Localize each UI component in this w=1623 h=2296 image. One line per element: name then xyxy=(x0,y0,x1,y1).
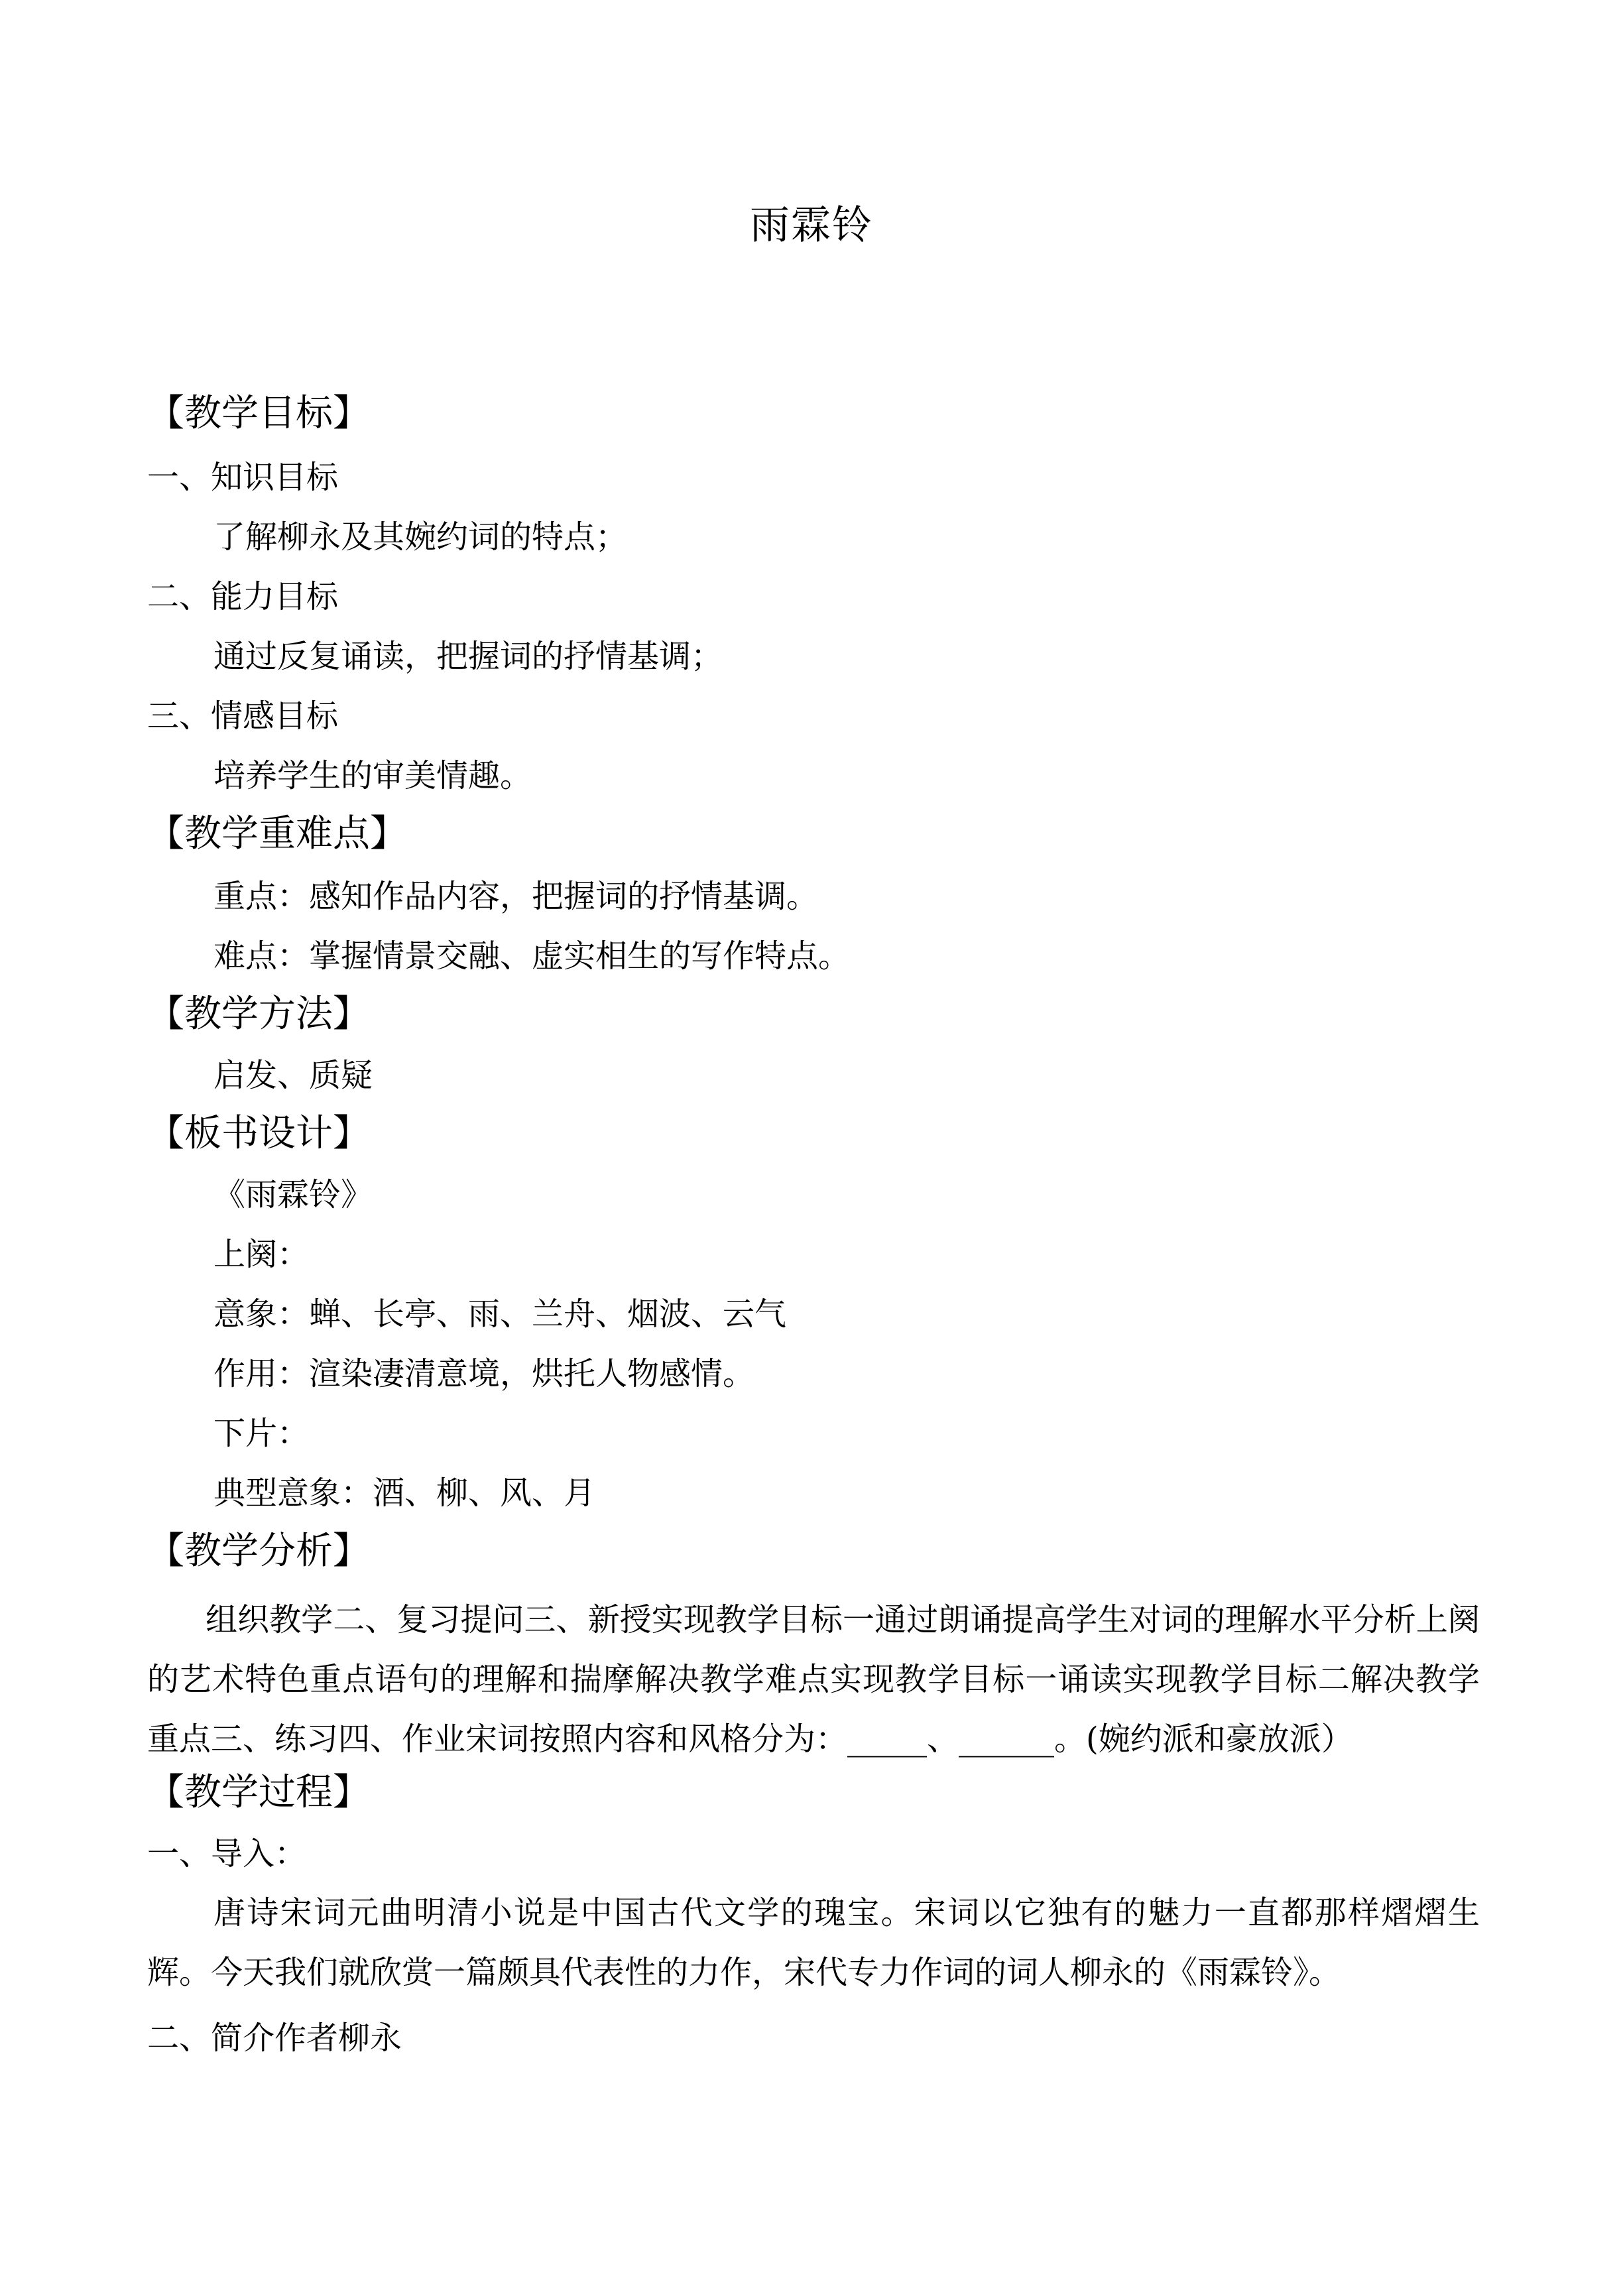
process-intro-paragraph: 唐诗宋词元曲明清小说是中国古代文学的瑰宝。宋词以它独有的魅力一直都那样熠熠生辉。今天我们就欣赏一篇颇具代表性的力作，宋代专力作词的词人柳永的《雨霖铃》。 xyxy=(147,1894,1480,1991)
board-line-lower: 下片： xyxy=(213,1415,310,1452)
board-line-effect: 作用：渲染凄清意境，烘托人物感情。 xyxy=(213,1355,755,1392)
difficult-point-line: 难点：掌握情景交融、虚实相生的写作特点。 xyxy=(213,937,851,975)
board-line-imagery: 意象：蝉、长亭、雨、兰舟、烟波、云气 xyxy=(213,1296,787,1333)
section-heading-board: 【板书设计】 xyxy=(147,1112,370,1155)
goal-label-emotion: 三、情感目标 xyxy=(147,697,339,735)
board-line-title: 《雨霖铃》 xyxy=(213,1176,373,1213)
section-heading-methods: 【教学方法】 xyxy=(147,993,370,1036)
section-heading-analysis: 【教学分析】 xyxy=(147,1530,370,1573)
board-line-upper: 上阕： xyxy=(213,1236,310,1273)
methods-line: 启发、质疑 xyxy=(213,1057,373,1094)
goal-text-ability: 通过反复诵读，把握词的抒情基调； xyxy=(213,638,723,675)
board-line-typical-imagery: 典型意象：酒、柳、风、月 xyxy=(213,1475,596,1512)
section-heading-goals: 【教学目标】 xyxy=(147,392,370,435)
goal-text-knowledge: 了解柳永及其婉约词的特点； xyxy=(213,518,628,556)
process-intro-label: 一、导入： xyxy=(147,1835,307,1872)
process-author-label: 二、简介作者柳永 xyxy=(147,2020,402,2057)
section-heading-key-points: 【教学重难点】 xyxy=(147,812,407,855)
section-heading-process: 【教学过程】 xyxy=(147,1771,370,1814)
document-title: 雨霖铃 xyxy=(750,202,873,249)
goal-label-ability: 二、能力目标 xyxy=(147,578,339,615)
goal-label-knowledge: 一、知识目标 xyxy=(147,459,339,496)
analysis-paragraph: 组织教学二、复习提问三、新授实现教学目标一通过朗诵提高学生对词的理解水平分析上阕的艺术特色重点语句的理解和揣摩解决教学难点实现教学目标一诵读实现教学目标二解决教学重点三、练习四、作业宋词按照内容和风格分为：_____、______。(婉约派和豪放派） xyxy=(147,1601,1480,1758)
key-point-line: 重点：感知作品内容，把握词的抒情基调。 xyxy=(213,878,819,915)
goal-text-emotion: 培养学生的审美情趣。 xyxy=(213,757,532,794)
